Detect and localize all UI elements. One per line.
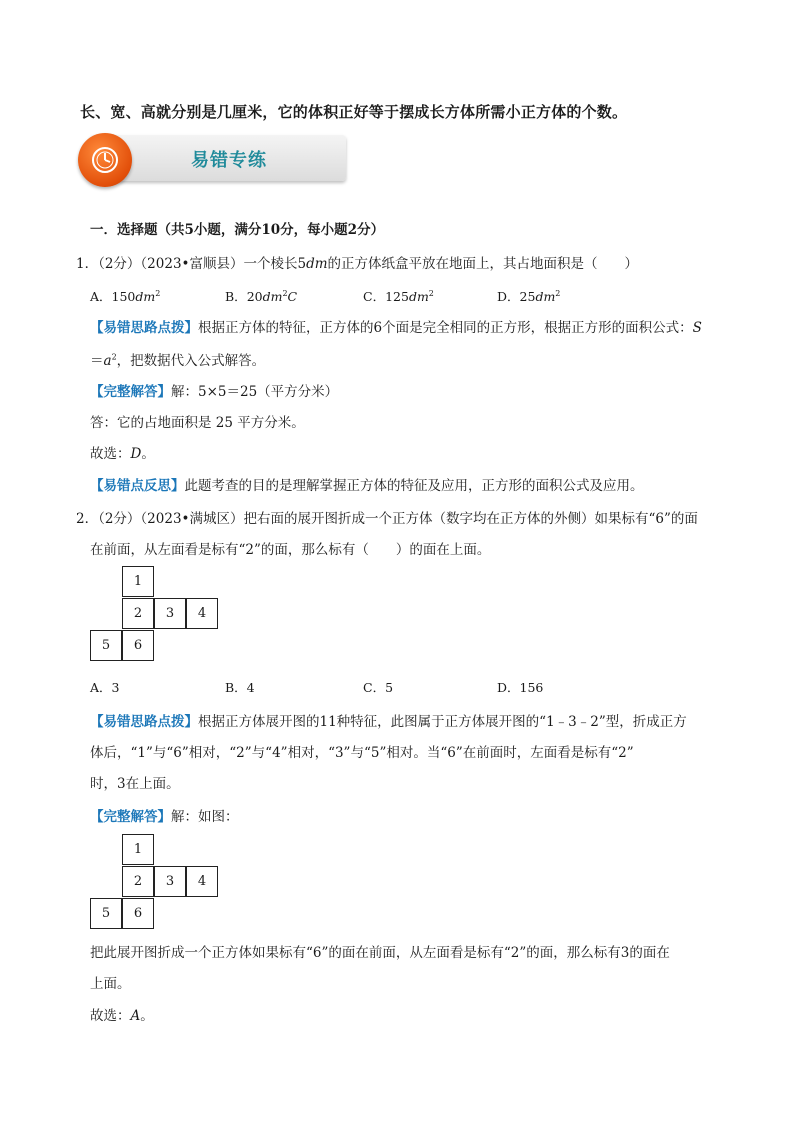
q1-option-b	[225, 287, 297, 305]
option-letter: A．	[90, 289, 112, 304]
q2-answer	[90, 805, 239, 825]
reflect-text: 此题考查的目的是理解掌握正方体的特征及应用，正方形的面积公式及应用。	[184, 478, 644, 494]
net-cell: 6	[122, 630, 154, 661]
q1-stem-unit: dm	[306, 256, 328, 272]
choice-label: 故选：	[90, 446, 131, 462]
reflect-tag: 【易错点反思】	[90, 478, 185, 494]
net-cell: 5	[90, 898, 122, 929]
net-cell: 3	[154, 866, 186, 897]
q1-option-c	[363, 287, 434, 305]
q1-stem-part: 的正方体纸盒平放在地面上，其占地面积是（ ）	[327, 256, 639, 272]
section-banner	[78, 133, 348, 187]
hint-text: 根据正方体的特征，正方体的6个面是完全相同的正方形，根据正方形的面积公式：	[198, 320, 693, 336]
intro-text: 长、宽、高就分别是几厘米，它的体积正好等于摆成长方体所需小正方体的个数。	[80, 103, 628, 121]
hint-text: ，把数据代入公式解答。	[116, 353, 266, 369]
net-cell: 4	[186, 598, 218, 629]
answer-tag: 【完整解答】	[90, 384, 171, 400]
answer-tag: 【完整解答】	[90, 809, 171, 825]
option-sup: 2	[155, 288, 161, 298]
option-value: 20	[246, 289, 263, 304]
q1-stem	[76, 252, 638, 272]
q1-stem-part: 1．（2分）（2023•富顺县）一个棱长	[76, 256, 298, 272]
q1-reflect	[90, 474, 644, 494]
option-unit: dm	[262, 289, 283, 304]
option-unit: dm	[535, 289, 556, 304]
choice-end: 。	[140, 1008, 154, 1024]
banner-title: 易错专练	[191, 150, 267, 171]
q2-conclusion-line2: 上面。	[90, 976, 131, 992]
net-cell: 3	[154, 598, 186, 629]
net-cell: 1	[122, 566, 154, 597]
hint-symbol: a	[103, 353, 112, 369]
q1-choice	[90, 442, 155, 462]
clock-icon	[90, 145, 120, 175]
q1-stem-value: 5	[297, 256, 307, 272]
q2-option-a: A．3	[90, 680, 120, 695]
q1-option-d	[497, 287, 560, 305]
net-cell: 1	[122, 834, 154, 865]
option-unit: dm	[408, 289, 429, 304]
q2-stem-line2: 在前面，从左面看是标有“2”的面，那么标有（ ）的面在上面。	[90, 542, 491, 558]
net-cell: 4	[186, 866, 218, 897]
q2-option-c: C．5	[363, 680, 394, 695]
answer-text: 解：如图：	[171, 809, 239, 825]
net-cell: 6	[122, 898, 154, 929]
net-cell: 2	[122, 598, 154, 629]
option-tail: C	[287, 289, 298, 304]
q2-choice	[90, 1004, 154, 1024]
q1-answer	[90, 380, 338, 400]
q2-option-b: B．4	[225, 680, 255, 695]
hint-symbol: S	[692, 320, 702, 336]
q2-stem-line1: 2．（2分）（2023•满城区）把右面的展开图折成一个正方体（数字均在正方体的外侧）如果标有“6”的面	[76, 511, 698, 527]
net-cell: 2	[122, 866, 154, 897]
hint-sup: 2	[111, 352, 117, 362]
q1-hint-line2	[90, 349, 265, 369]
cube-net-question	[90, 566, 220, 664]
cube-net-answer	[90, 834, 220, 932]
option-sup: 2	[555, 288, 561, 298]
choice-label: 故选：	[90, 1008, 131, 1024]
q2-conclusion-line1: 把此展开图折成一个正方体如果标有“6”的面在前面，从左面看是标有“2”的面，那么标有3的面在	[90, 945, 670, 961]
q2-hint-line3: 时，3在上面。	[90, 776, 180, 792]
q2-hint-line2: 体后，“1”与“6”相对，“2”与“4”相对，“3”与“5”相对。当“6”在前面时，左面看是标有“2”	[90, 745, 634, 761]
option-value: 25	[519, 289, 536, 304]
q1-hint-line1	[90, 316, 702, 336]
option-letter: D．	[497, 289, 520, 304]
hint-text: ＝	[90, 353, 104, 369]
option-sup: 2	[428, 288, 434, 298]
section-heading: 一．选择题（共5小题，满分10分，每小题2分）	[90, 222, 385, 238]
option-unit: dm	[135, 289, 156, 304]
q1-option-a	[90, 287, 160, 305]
choice-value: D	[130, 446, 142, 462]
option-letter: B．	[225, 289, 247, 304]
choice-end: 。	[141, 446, 155, 462]
answer-text: 解：5×5＝25（平方分米）	[171, 384, 339, 400]
q1-reply: 答：它的占地面积是 25 平方分米。	[90, 415, 305, 431]
option-sup: 2	[282, 288, 288, 298]
option-value: 150	[111, 289, 136, 304]
banner-badge	[78, 133, 132, 187]
option-letter: C．	[363, 289, 386, 304]
hint-text: 根据正方体展开图的11种特征，此图属于正方体展开图的“1﹣3﹣2”型，折成正方	[198, 714, 687, 730]
option-value: 125	[385, 289, 409, 304]
q2-hint-line1	[90, 710, 687, 730]
hint-tag: 【易错思路点拨】	[90, 320, 198, 336]
hint-tag: 【易错思路点拨】	[90, 714, 198, 730]
choice-value: A	[130, 1008, 141, 1024]
q2-option-d: D．156	[497, 680, 544, 695]
net-cell: 5	[90, 630, 122, 661]
